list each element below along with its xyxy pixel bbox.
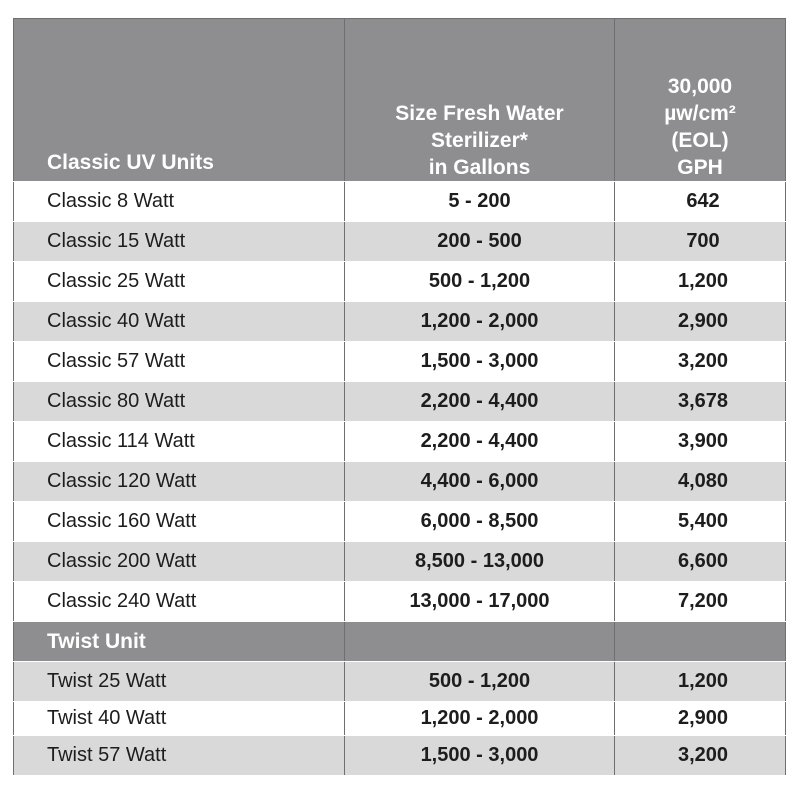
unit-name: Classic 120 Watt — [14, 462, 345, 502]
section-empty-cell — [615, 622, 786, 662]
unit-name: Classic 25 Watt — [14, 262, 345, 302]
header-gph-line-1: 30,000 — [667, 75, 733, 98]
gph-value: 7,200 — [615, 582, 786, 622]
table-row — [14, 262, 786, 302]
header-size-line-1: Size Fresh Water — [395, 102, 564, 125]
header-size-line-3: in Gallons — [428, 156, 531, 179]
size-gallons: 8,500 - 13,000 — [345, 542, 615, 582]
unit-name: Classic 200 Watt — [14, 542, 345, 582]
unit-name: Classic 160 Watt — [14, 502, 345, 542]
table-body — [14, 182, 786, 776]
gph-value: 1,200 — [615, 662, 786, 702]
table-row — [14, 542, 786, 582]
header-gph — [615, 19, 786, 182]
size-gallons: 2,200 - 4,400 — [345, 422, 615, 462]
gph-value: 1,200 — [615, 262, 786, 302]
gph-value: 3,200 — [615, 342, 786, 382]
size-gallons: 13,000 - 17,000 — [345, 582, 615, 622]
gph-value: 642 — [615, 182, 786, 222]
unit-name: Twist 40 Watt — [14, 702, 345, 736]
table-row — [14, 662, 786, 702]
unit-name: Classic 57 Watt — [14, 342, 345, 382]
gph-value: 5,400 — [615, 502, 786, 542]
gph-value: 3,200 — [615, 736, 786, 776]
header-size — [345, 19, 615, 182]
size-gallons: 1,500 - 3,000 — [345, 342, 615, 382]
table-row — [14, 182, 786, 222]
size-gallons: 6,000 - 8,500 — [345, 502, 615, 542]
table-row — [14, 382, 786, 422]
table-row — [14, 222, 786, 262]
table-row — [14, 462, 786, 502]
header-gph-line-2: µw/cm² — [664, 102, 736, 125]
section-header-twist — [14, 622, 786, 662]
table-row — [14, 736, 786, 776]
size-gallons: 1,200 - 2,000 — [345, 302, 615, 342]
gph-value: 3,900 — [615, 422, 786, 462]
size-gallons: 200 - 500 — [345, 222, 615, 262]
header-units: Classic UV Units — [14, 19, 345, 182]
unit-name: Classic 240 Watt — [14, 582, 345, 622]
table-row — [14, 422, 786, 462]
table-row — [14, 342, 786, 382]
unit-name: Classic 114 Watt — [14, 422, 345, 462]
gph-value: 700 — [615, 222, 786, 262]
size-gallons: 5 - 200 — [345, 182, 615, 222]
table-header — [14, 19, 786, 182]
unit-name: Twist 57 Watt — [14, 736, 345, 776]
section-label: Twist Unit — [14, 622, 345, 662]
section-empty-cell — [345, 622, 615, 662]
table-row — [14, 302, 786, 342]
unit-name: Classic 80 Watt — [14, 382, 345, 422]
uv-units-table — [13, 18, 786, 776]
unit-name: Classic 15 Watt — [14, 222, 345, 262]
size-gallons: 500 - 1,200 — [345, 662, 615, 702]
header-row — [14, 19, 786, 182]
gph-value: 2,900 — [615, 302, 786, 342]
header-size-line-2: Sterilizer* — [431, 129, 528, 152]
table-row — [14, 702, 786, 736]
size-gallons: 1,500 - 3,000 — [345, 736, 615, 776]
header-gph-line-4: GPH — [677, 156, 723, 179]
size-gallons: 500 - 1,200 — [345, 262, 615, 302]
gph-value: 3,678 — [615, 382, 786, 422]
table-row — [14, 502, 786, 542]
unit-name: Classic 40 Watt — [14, 302, 345, 342]
header-gph-line-3: (EOL) — [671, 129, 729, 152]
size-gallons: 4,400 - 6,000 — [345, 462, 615, 502]
gph-value: 4,080 — [615, 462, 786, 502]
table-row — [14, 582, 786, 622]
unit-name: Twist 25 Watt — [14, 662, 345, 702]
gph-value: 2,900 — [615, 702, 786, 736]
unit-name: Classic 8 Watt — [14, 182, 345, 222]
size-gallons: 2,200 - 4,400 — [345, 382, 615, 422]
gph-value: 6,600 — [615, 542, 786, 582]
size-gallons: 1,200 - 2,000 — [345, 702, 615, 736]
